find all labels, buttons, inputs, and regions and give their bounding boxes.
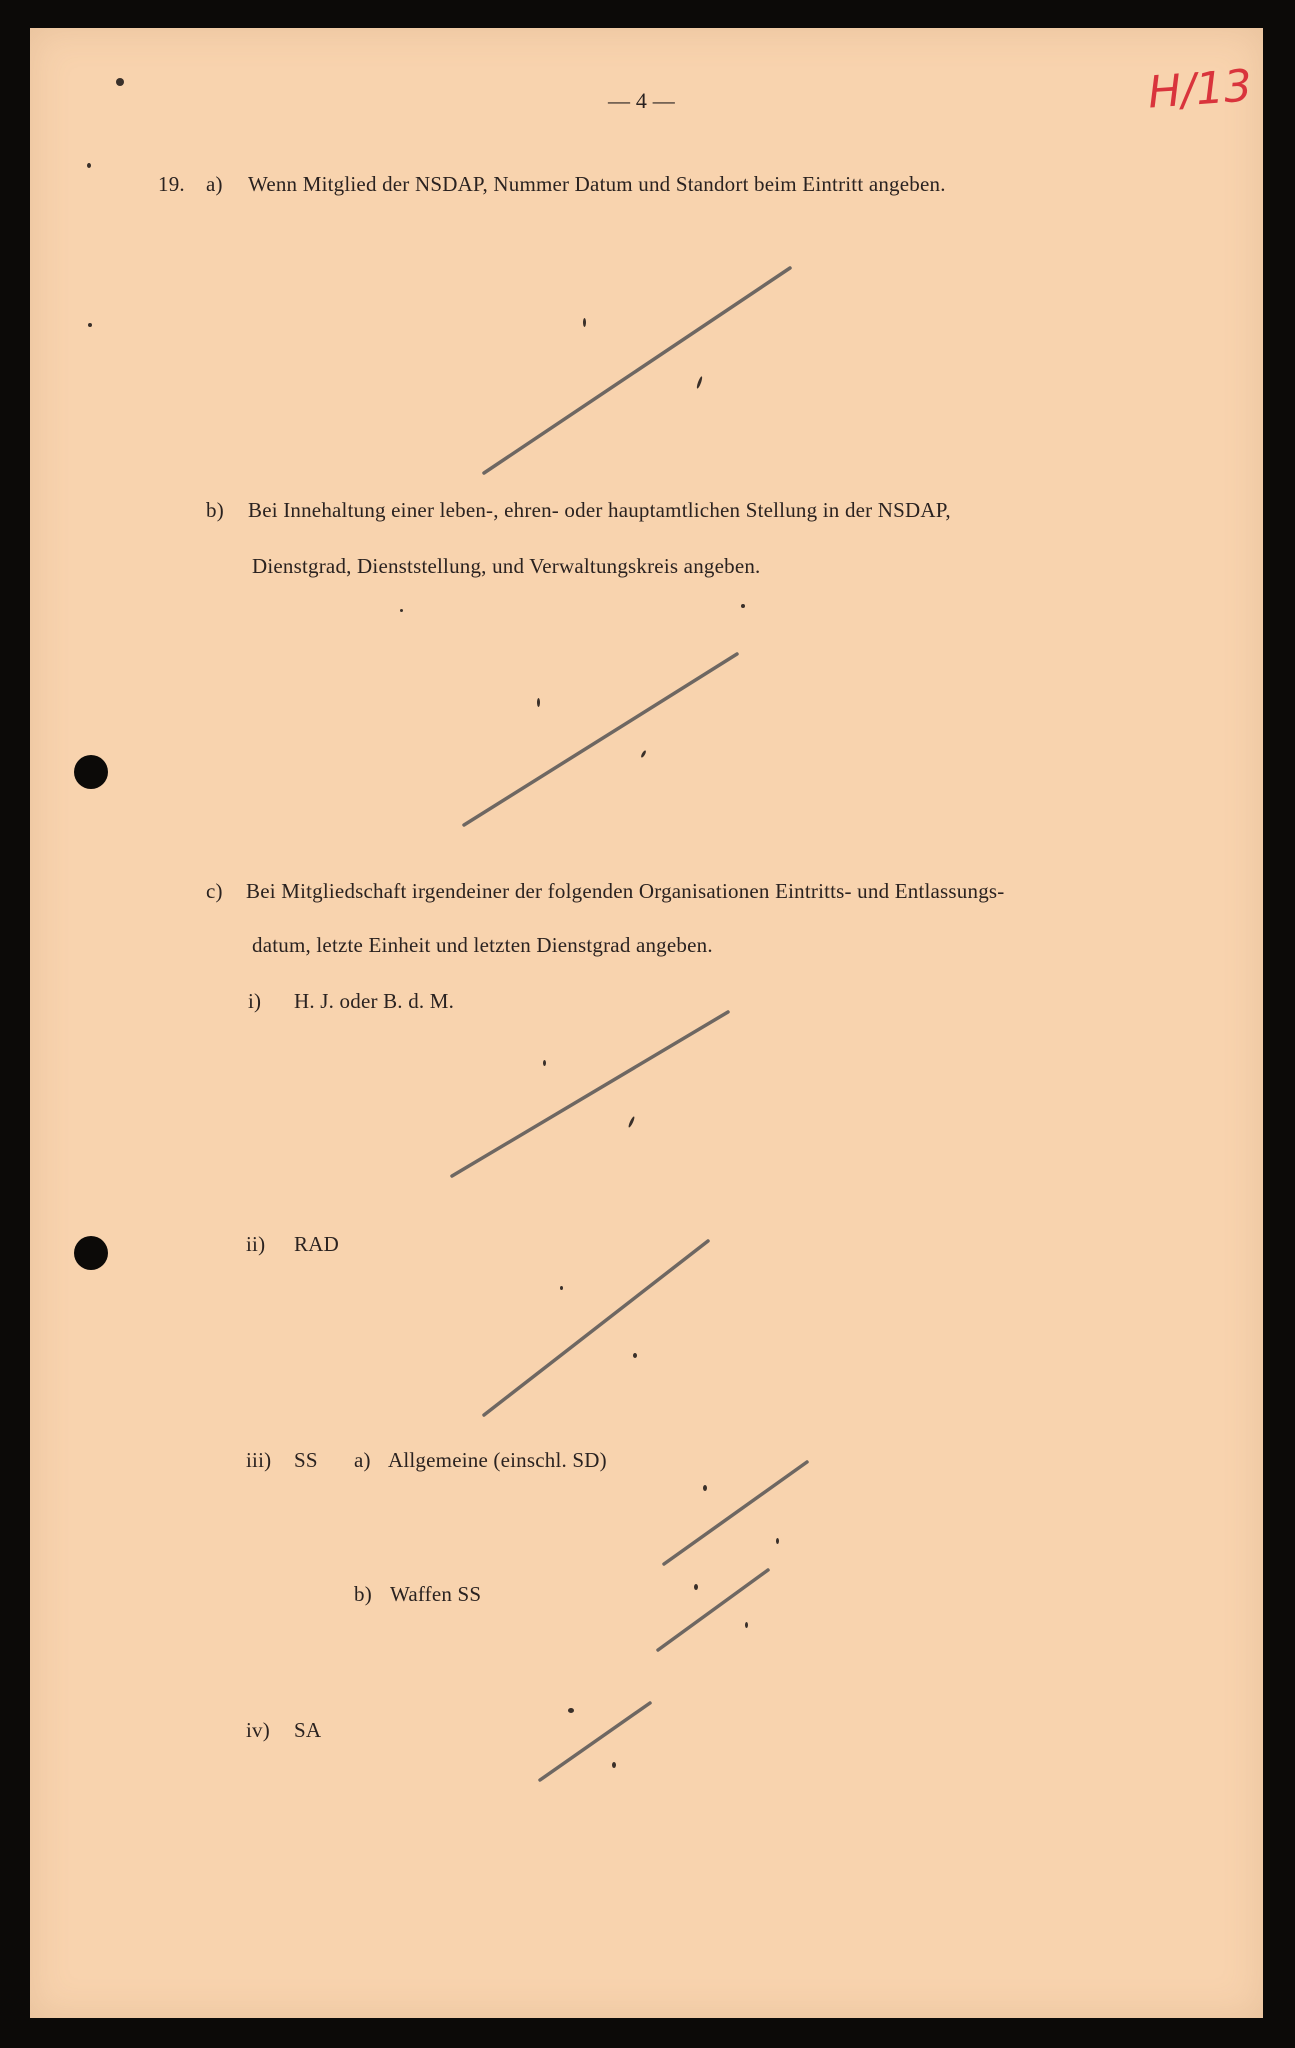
sub-item-sa: SA (294, 1718, 322, 1742)
sub-marker-iv: iv) (246, 1718, 270, 1742)
item-marker-b: b) (206, 498, 224, 522)
paper-speck (400, 609, 403, 612)
sub-item-allgemeine-ss: Allgemeine (einschl. SD) (388, 1448, 607, 1472)
strike-line-a (484, 268, 790, 473)
question-b-text-line2: Dienstgrad, Dienststellung, und Verwaltungskreis angeben. (252, 554, 761, 578)
paper-speck (633, 1353, 637, 1358)
paper-speck (537, 698, 540, 707)
sub-sub-marker-b: b) (354, 1582, 372, 1606)
paper-speck (694, 1584, 698, 1590)
strike-line-hj (452, 1012, 728, 1176)
sub-marker-i: i) (248, 989, 262, 1013)
paper-speck (568, 1708, 574, 1713)
question-c-text-line2: datum, letzte Einheit und letzten Dienstgrad angeben. (252, 933, 713, 957)
sub-item-rad: RAD (294, 1232, 339, 1256)
paper-speck (745, 1622, 748, 1628)
item-marker-a: a) (206, 172, 223, 196)
paper-speck (583, 318, 586, 327)
strike-line-rad (484, 1241, 708, 1415)
paper-speck (88, 323, 92, 327)
paper-speck (116, 78, 124, 86)
sub-marker-iii: iii) (246, 1448, 272, 1472)
strike-line-sa (540, 1703, 650, 1780)
strike-line-b (464, 654, 737, 825)
question-b-text-line1: Bei Innehaltung einer leben-, ehren- oder hauptamtlichen Stellung in der NSDAP, (248, 498, 951, 522)
sub-item-waffen-ss: Waffen SS (390, 1582, 482, 1606)
item-marker-c: c) (206, 879, 223, 903)
strike-line-allgemeine (664, 1462, 807, 1564)
paper-speck (87, 163, 91, 168)
question-c-text-line1: Bei Mitgliedschaft irgendeiner der folgenden Organisationen Eintritts- und Entlassungs- (246, 879, 1005, 903)
paper-speck (741, 604, 745, 608)
paper-speck (612, 1762, 616, 1768)
sub-sub-marker-a: a) (354, 1448, 371, 1472)
question-number: 19. (158, 172, 185, 196)
question-a-text: Wenn Mitglied der NSDAP, Nummer Datum und Standort beim Eintritt angeben. (248, 172, 946, 196)
strike-line-waffen (658, 1570, 768, 1650)
sub-item-ss: SS (294, 1448, 318, 1472)
sub-item-hj-bdm: H. J. oder B. d. M. (294, 989, 455, 1013)
sub-marker-ii: ii) (246, 1232, 266, 1256)
paper-speck (543, 1060, 546, 1066)
paper-speck (703, 1485, 707, 1491)
handwritten-annotation: H/13 (1146, 60, 1254, 119)
paper-speck (776, 1538, 779, 1544)
page-number: — 4 — (608, 88, 675, 113)
paper-speck (560, 1286, 563, 1290)
